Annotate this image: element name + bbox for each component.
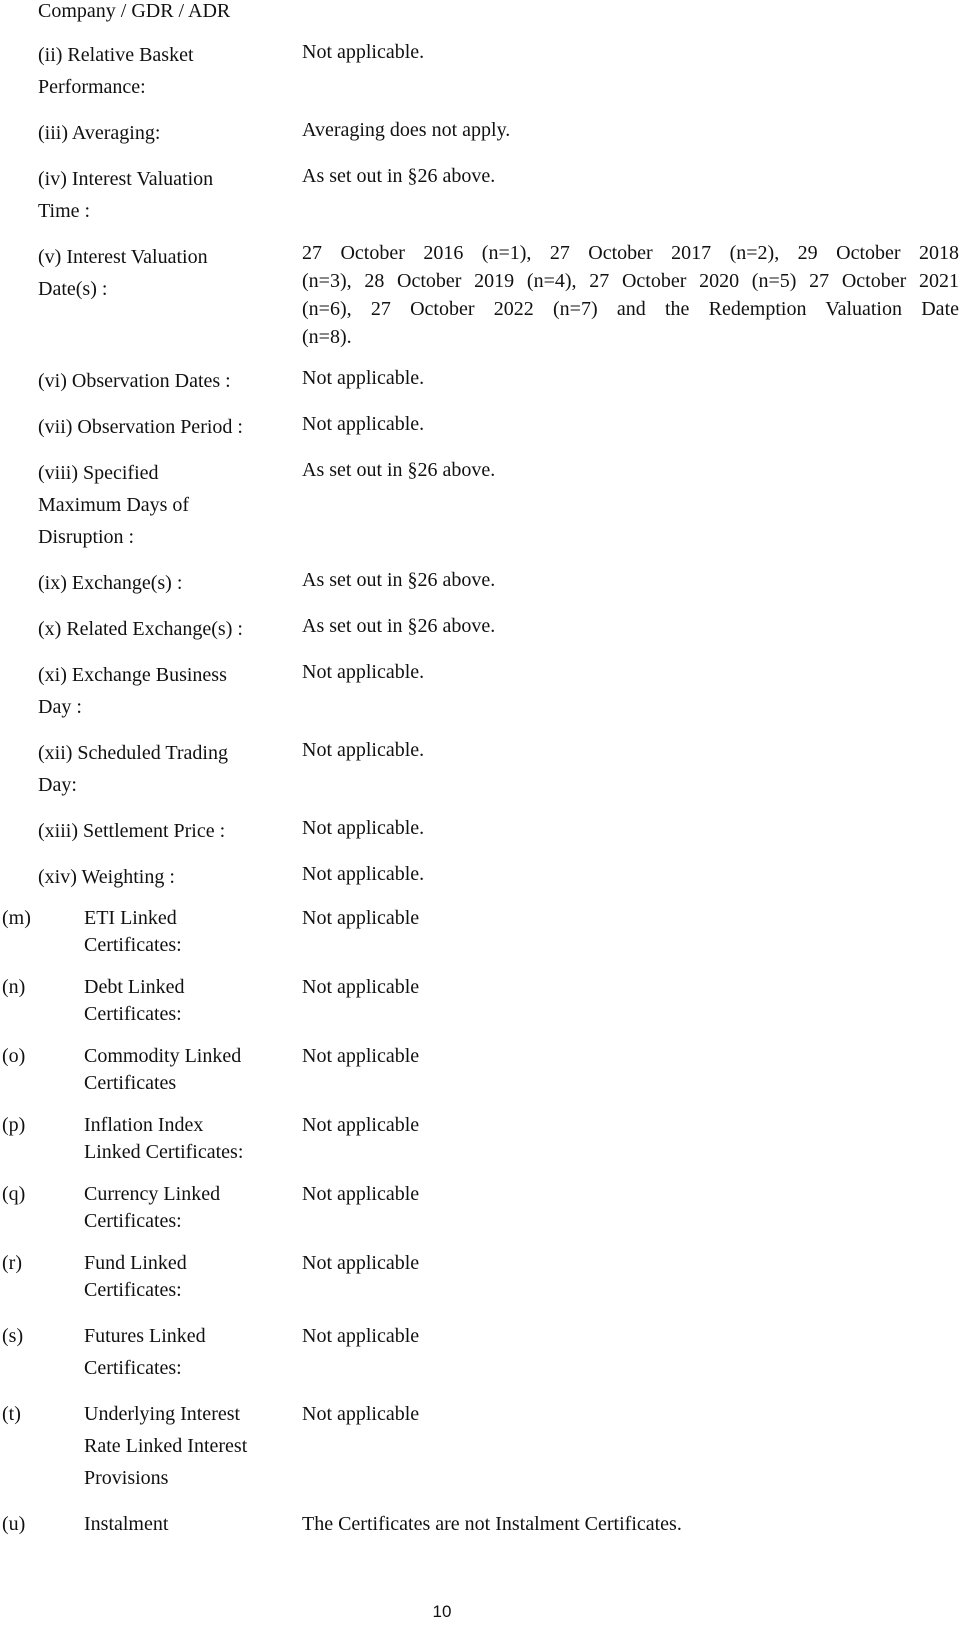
item-letter: (m) xyxy=(2,907,31,929)
item-label-line: Fund Linked xyxy=(84,1252,187,1274)
row-label-line: Performance: xyxy=(38,76,146,98)
row-label-line: (xiii) Settlement Price : xyxy=(38,820,226,842)
row-value: As set out in §26 above. xyxy=(302,569,496,591)
item-value: Not applicable xyxy=(302,1045,420,1067)
row-label-line: Disruption : xyxy=(38,526,135,548)
item-label-line: Inflation Index xyxy=(84,1114,204,1136)
item-label-line: Underlying Interest xyxy=(84,1403,241,1425)
item-label-line: Currency Linked xyxy=(84,1183,221,1205)
row-value: Not applicable. xyxy=(302,367,425,389)
row-label-line: (ii) Relative Basket xyxy=(38,44,194,66)
item-letter: (o) xyxy=(2,1045,26,1067)
row-label-line: (iii) Averaging: xyxy=(38,122,161,144)
row-label-line: Maximum Days of xyxy=(38,494,190,516)
interest-valuation-dates-line: (n=8). xyxy=(302,326,352,348)
item-label-line: Futures Linked xyxy=(84,1325,206,1347)
item-label-line: Certificates xyxy=(84,1072,177,1094)
item-value: Not applicable xyxy=(302,1252,420,1274)
item-letter: (r) xyxy=(2,1252,22,1274)
row-label-line: (viii) Specified xyxy=(38,462,159,484)
item-letter: (q) xyxy=(2,1183,26,1205)
item-value: Not applicable xyxy=(302,1183,420,1205)
item-label-line: Provisions xyxy=(84,1467,169,1489)
row-label-line: Date(s) : xyxy=(38,278,108,300)
item-label-line: Certificates: xyxy=(84,1357,182,1379)
row-value: As set out in §26 above. xyxy=(302,165,496,187)
item-label-line: Linked Certificates: xyxy=(84,1141,244,1163)
row-value: Not applicable. xyxy=(302,413,425,435)
row-label-line: (x) Related Exchange(s) : xyxy=(38,618,243,640)
row-label-line: Day : xyxy=(38,696,82,718)
row-label-line: Time : xyxy=(38,200,91,222)
row-label-line: (xiv) Weighting : xyxy=(38,866,175,888)
item-label-line: Commodity Linked xyxy=(84,1045,242,1067)
row-label-line: (vi) Observation Dates : xyxy=(38,370,231,392)
row-label-line: (v) Interest Valuation xyxy=(38,246,208,268)
row-label-line: (xii) Scheduled Trading xyxy=(38,742,228,764)
item-value: Not applicable xyxy=(302,976,420,998)
item-letter: (u) xyxy=(2,1513,26,1535)
row-value: As set out in §26 above. xyxy=(302,459,496,481)
interest-valuation-dates-line: (n=6), 27 October 2022 (n=7) and the Redemption Valuation Date xyxy=(302,298,959,320)
row-value: Not applicable. xyxy=(302,41,425,63)
row-value: As set out in §26 above. xyxy=(302,615,496,637)
item-value: Not applicable xyxy=(302,1325,420,1347)
item-value: Not applicable xyxy=(302,1114,420,1136)
row-label-line: Day: xyxy=(38,774,77,796)
item-label-line: Certificates: xyxy=(84,1003,182,1025)
item-letter: (p) xyxy=(2,1114,26,1136)
row-label-line: (vii) Observation Period : xyxy=(38,416,243,438)
item-label-line: Instalment xyxy=(84,1513,169,1535)
item-value: Not applicable xyxy=(302,907,420,929)
item-letter: (n) xyxy=(2,976,26,998)
item-label-line: ETI Linked xyxy=(84,907,177,929)
row-label-line: (ix) Exchange(s) : xyxy=(38,572,183,594)
page-number: 10 xyxy=(432,1602,452,1621)
interest-valuation-dates-line: 27 October 2016 (n=1), 27 October 2017 (n=2), 29 October 2018 xyxy=(302,242,959,264)
row-value: Not applicable. xyxy=(302,817,425,839)
row-label-line: (xi) Exchange Business xyxy=(38,664,227,686)
row-value: Not applicable. xyxy=(302,661,425,683)
row-value: Averaging does not apply. xyxy=(302,119,511,141)
row-value: Not applicable. xyxy=(302,863,425,885)
row-value: Not applicable. xyxy=(302,739,425,761)
item-label-line: Certificates: xyxy=(84,934,182,956)
item-label-line: Rate Linked Interest xyxy=(84,1435,248,1457)
item-value: Not applicable xyxy=(302,1403,420,1425)
row-label-line: (iv) Interest Valuation xyxy=(38,168,214,190)
item-label-line: Certificates: xyxy=(84,1279,182,1301)
item-label-line: Certificates: xyxy=(84,1210,182,1232)
interest-valuation-dates-line: (n=3), 28 October 2019 (n=4), 27 October 2020 (n=5) 27 October 2021 xyxy=(302,270,959,292)
item-letter: (s) xyxy=(2,1325,24,1347)
item-label-line: Debt Linked xyxy=(84,976,185,998)
item-letter: (t) xyxy=(2,1403,21,1425)
item-value: The Certificates are not Instalment Certificates. xyxy=(302,1513,682,1535)
header-line: Company / GDR / ADR xyxy=(38,0,231,22)
